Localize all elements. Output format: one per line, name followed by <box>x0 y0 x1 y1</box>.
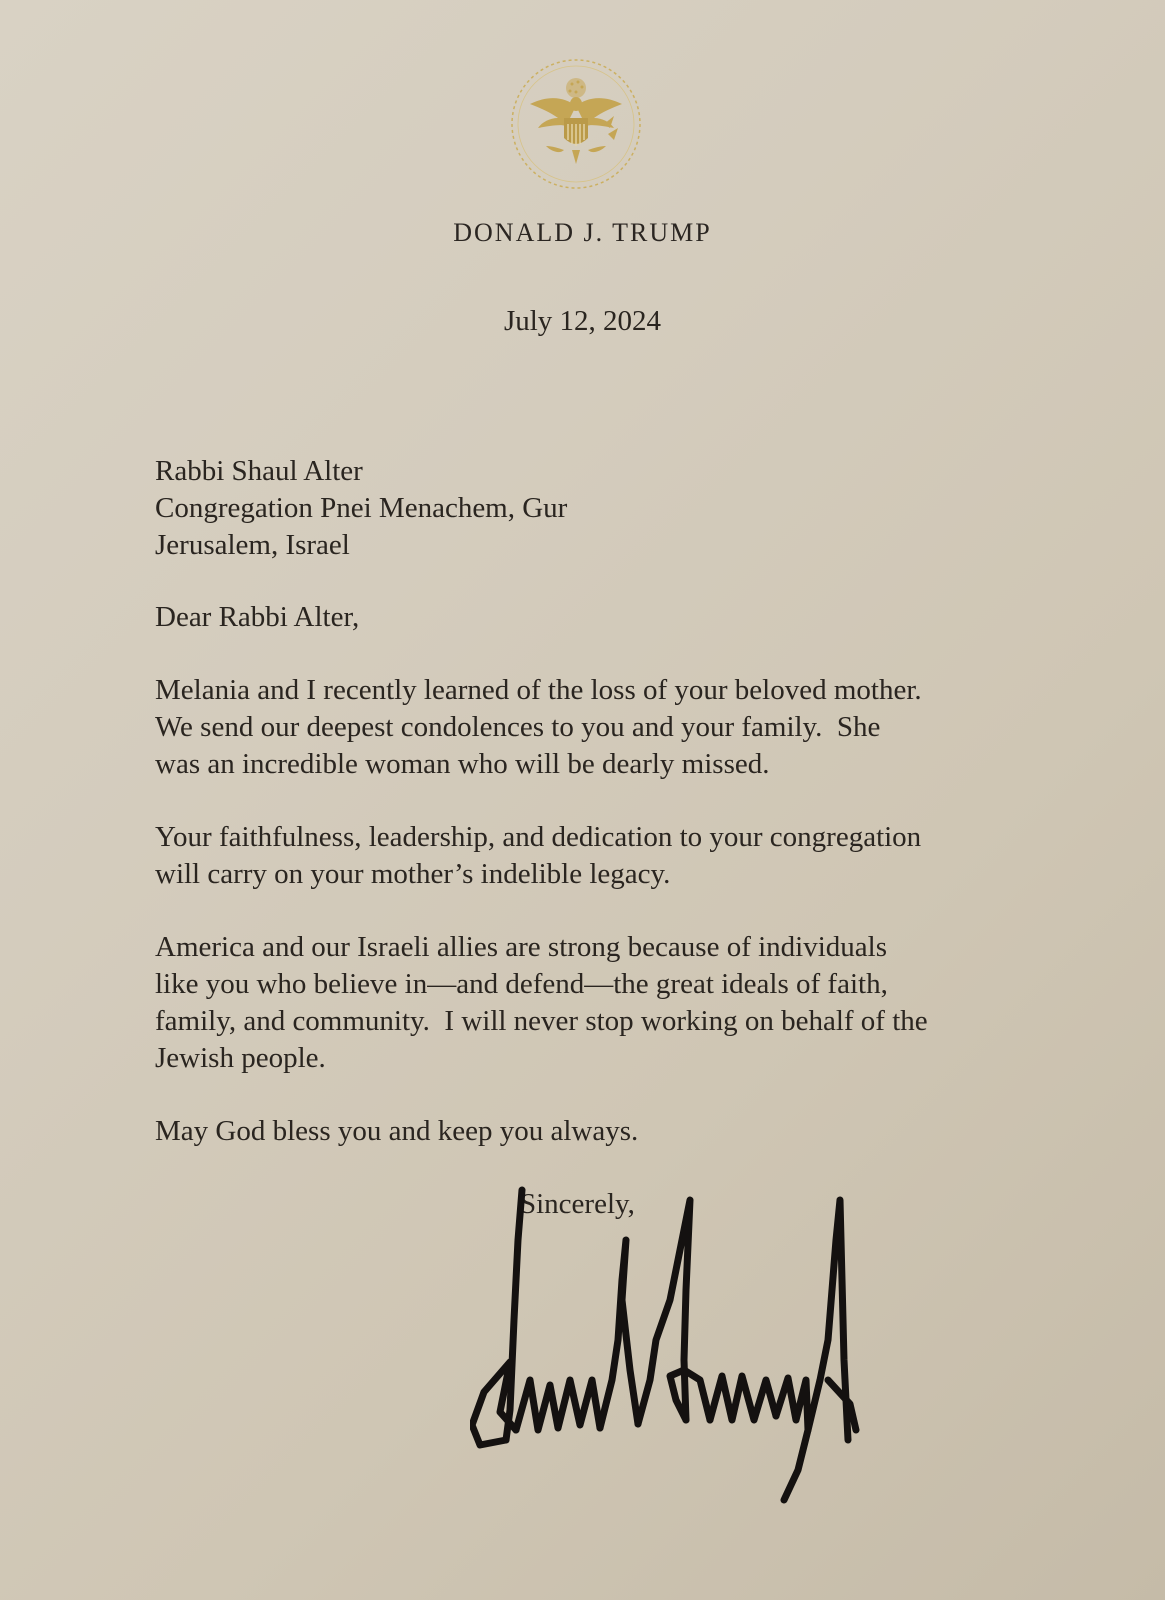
paragraph-line: Your faithfulness, leadership, and dedication to your congregation <box>155 821 922 853</box>
address-line: Rabbi Shaul Alter <box>155 455 363 487</box>
recipient-address <box>155 453 567 564</box>
paragraph-line: will carry on your mother’s indelible legacy. <box>155 858 671 890</box>
handwritten-signature-icon <box>470 1180 890 1540</box>
body-paragraph-4 <box>155 1113 638 1150</box>
paragraph-line: America and our Israeli allies are strong because of individuals <box>155 931 887 963</box>
paragraph-line: May God bless you and keep you always. <box>155 1115 639 1147</box>
paragraph-line: was an incredible woman who will be dearly missed. <box>155 748 770 780</box>
paragraph-line: Melania and I recently learned of the loss of your beloved mother. <box>155 674 922 706</box>
paragraph-line: Jewish people. <box>155 1042 326 1074</box>
paragraph-line: We send our deepest condolences to you and your family. She <box>155 711 881 743</box>
address-line: Congregation Pnei Menachem, Gur <box>155 492 568 524</box>
body-paragraph-2 <box>155 819 921 893</box>
letter-date: July 12, 2024 <box>503 305 662 337</box>
body-paragraph-1 <box>155 672 922 783</box>
letterhead-name: DONALD J. TRUMP <box>453 218 712 247</box>
address-line: Jerusalem, Israel <box>155 529 350 561</box>
paragraph-line: family, and community. I will never stop working on behalf of the <box>155 1005 928 1037</box>
closing: Sincerely, <box>520 1188 635 1220</box>
presidential-seal-icon <box>506 54 646 194</box>
paragraph-line: like you who believe in—and defend—the great ideals of faith, <box>155 968 888 1000</box>
salutation: Dear Rabbi Alter, <box>155 601 360 633</box>
body-paragraph-3 <box>155 929 928 1077</box>
